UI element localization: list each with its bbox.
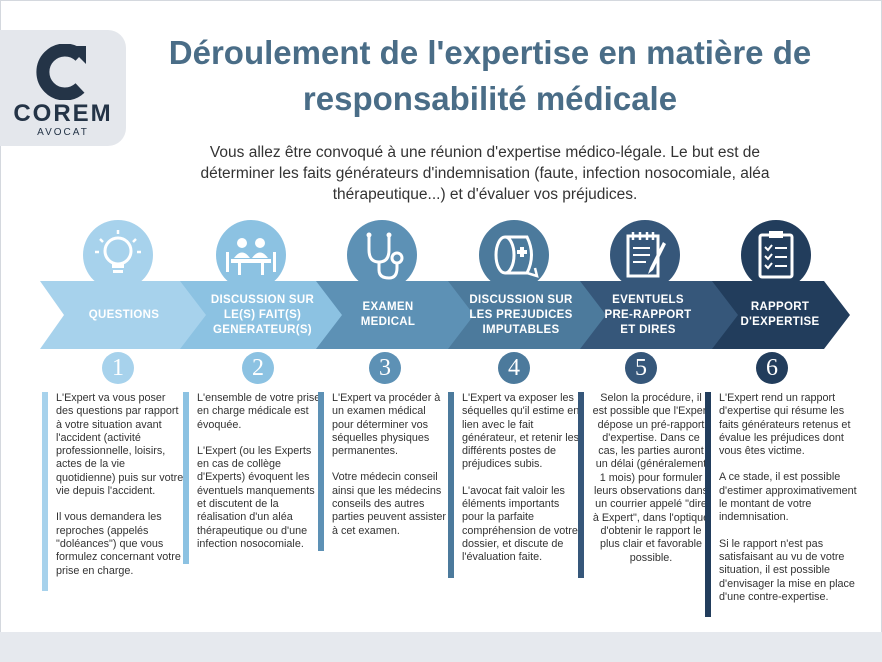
stethoscope-icon bbox=[347, 220, 417, 290]
meeting-icon bbox=[216, 220, 286, 290]
footer-band bbox=[0, 632, 882, 662]
step-3-paragraph: Votre médecin conseil ainsi que les médecins conseils des autres parties peuvent assister à cet examen. bbox=[332, 471, 447, 537]
step-3-number: 3 bbox=[369, 352, 401, 384]
step-1-paragraph: L'Expert va vous poser des questions par rapport à votre situation avant l'accident (activité professionnelle, loisirs, actes de la vie quotidienne) puis sur votre vie depuis l'accident. bbox=[56, 392, 184, 498]
step-5-icon bbox=[610, 220, 680, 290]
logo-subtitle: AVOCAT bbox=[37, 127, 89, 138]
step-5-description bbox=[578, 392, 710, 578]
step-2-paragraph: L'ensemble de votre prise en charge médicale est évoquée. bbox=[197, 392, 321, 431]
step-5-label: EVENTUELS PRE-RAPPORT ET DIRES bbox=[604, 293, 692, 336]
step-6-description bbox=[705, 392, 864, 617]
step-4-paragraph: L'Expert va exposer les séquelles qu'il estime en lien avec le fait générateur, et retenir les différents postes de préjudices subis. bbox=[462, 392, 580, 471]
step-3-label: EXAMEN MEDICAL bbox=[360, 301, 416, 328]
step-6-number: 6 bbox=[756, 352, 788, 384]
step-1-paragraph: Il vous demandera les reproches (appelés "doléances") que vous formulez concernant votre prise en charge. bbox=[56, 511, 181, 577]
corem-c-icon bbox=[36, 44, 90, 100]
lightbulb-icon bbox=[83, 220, 153, 290]
step-1-label: QUESTIONS bbox=[88, 308, 160, 321]
notepad-icon bbox=[610, 220, 680, 290]
logo-name: COREM bbox=[13, 100, 113, 127]
step-2-paragraph: L'Expert (ou les Experts en cas de collège d'Experts) évoquent les éventuels manquements et discutent de la réalisation d'un aléa thérapeutique ou d'une infection nosocomiale. bbox=[197, 444, 315, 550]
step-4-icon bbox=[479, 220, 549, 290]
step-6-paragraph: A ce stade, il est possible d'estimer approximativement le montant de votre indemnisation. bbox=[719, 471, 857, 524]
step-5-number: 5 bbox=[625, 352, 657, 384]
step-1-number: 1 bbox=[102, 352, 134, 384]
step-6-paragraph: Si le rapport n'est pas satisfaisant au vu de votre situation, il est possible d'envisager la mise en place d'une contre-expertise. bbox=[719, 537, 855, 603]
step-6-label: RAPPORT D'EXPERTISE bbox=[740, 301, 820, 328]
step-2-number: 2 bbox=[242, 352, 274, 384]
intro-text: Vous allez être convoqué à une réunion d'expertise médico-légale. Le but est de déterminer les faits générateurs d'indemnisation (faute, infection nosocomiale, aléa thérapeutique...) et d'évaluer vos préjudices. bbox=[200, 144, 770, 203]
step-4-label: DISCUSSION SUR LES PREJUDICES IMPUTABLES bbox=[469, 293, 573, 336]
step-2-icon bbox=[216, 220, 286, 290]
step-1-icon bbox=[83, 220, 153, 290]
step-5-paragraph: Selon la procédure, il est possible que l'Expert dépose un pré-rapport d'expertise. Dans ce cas, les parties auront un délai (généralement 1 mois) pour formuler leurs observations dans un courrier appelé "dire à Expert", dans l'optique d'obtenir le rapport le plus clair et favorable possible. bbox=[592, 392, 710, 564]
step-6-icon bbox=[741, 220, 811, 290]
step-3-icon bbox=[347, 220, 417, 290]
step-1-description bbox=[42, 392, 184, 591]
step-4-number: 4 bbox=[498, 352, 530, 384]
step-2-description bbox=[183, 392, 325, 564]
corem-logo bbox=[0, 30, 126, 146]
step-3-paragraph: L'Expert va procéder à un examen médical pour déterminer vos séquelles physiques permanentes. bbox=[332, 392, 441, 458]
step-4-paragraph: L'avocat fait valoir les éléments importants pour la parfaite compréhension de votre dossier, et discute de l'évaluation faite. bbox=[462, 484, 578, 564]
step-3-description bbox=[318, 392, 448, 551]
page-title: Déroulement de l'expertise en matière de responsabilité médicale bbox=[168, 34, 812, 117]
step-2-label: DISCUSSION SUR LE(S) FAIT(S) GENERATEUR(S) bbox=[210, 293, 315, 336]
step-4-description bbox=[448, 392, 582, 578]
bandage-icon bbox=[479, 220, 549, 290]
checklist-icon bbox=[741, 220, 811, 290]
step-6-paragraph: L'Expert rend un rapport d'expertise qui résume les faits générateurs retenus et évalue les préjudices dont vous êtes victime. bbox=[719, 392, 851, 458]
